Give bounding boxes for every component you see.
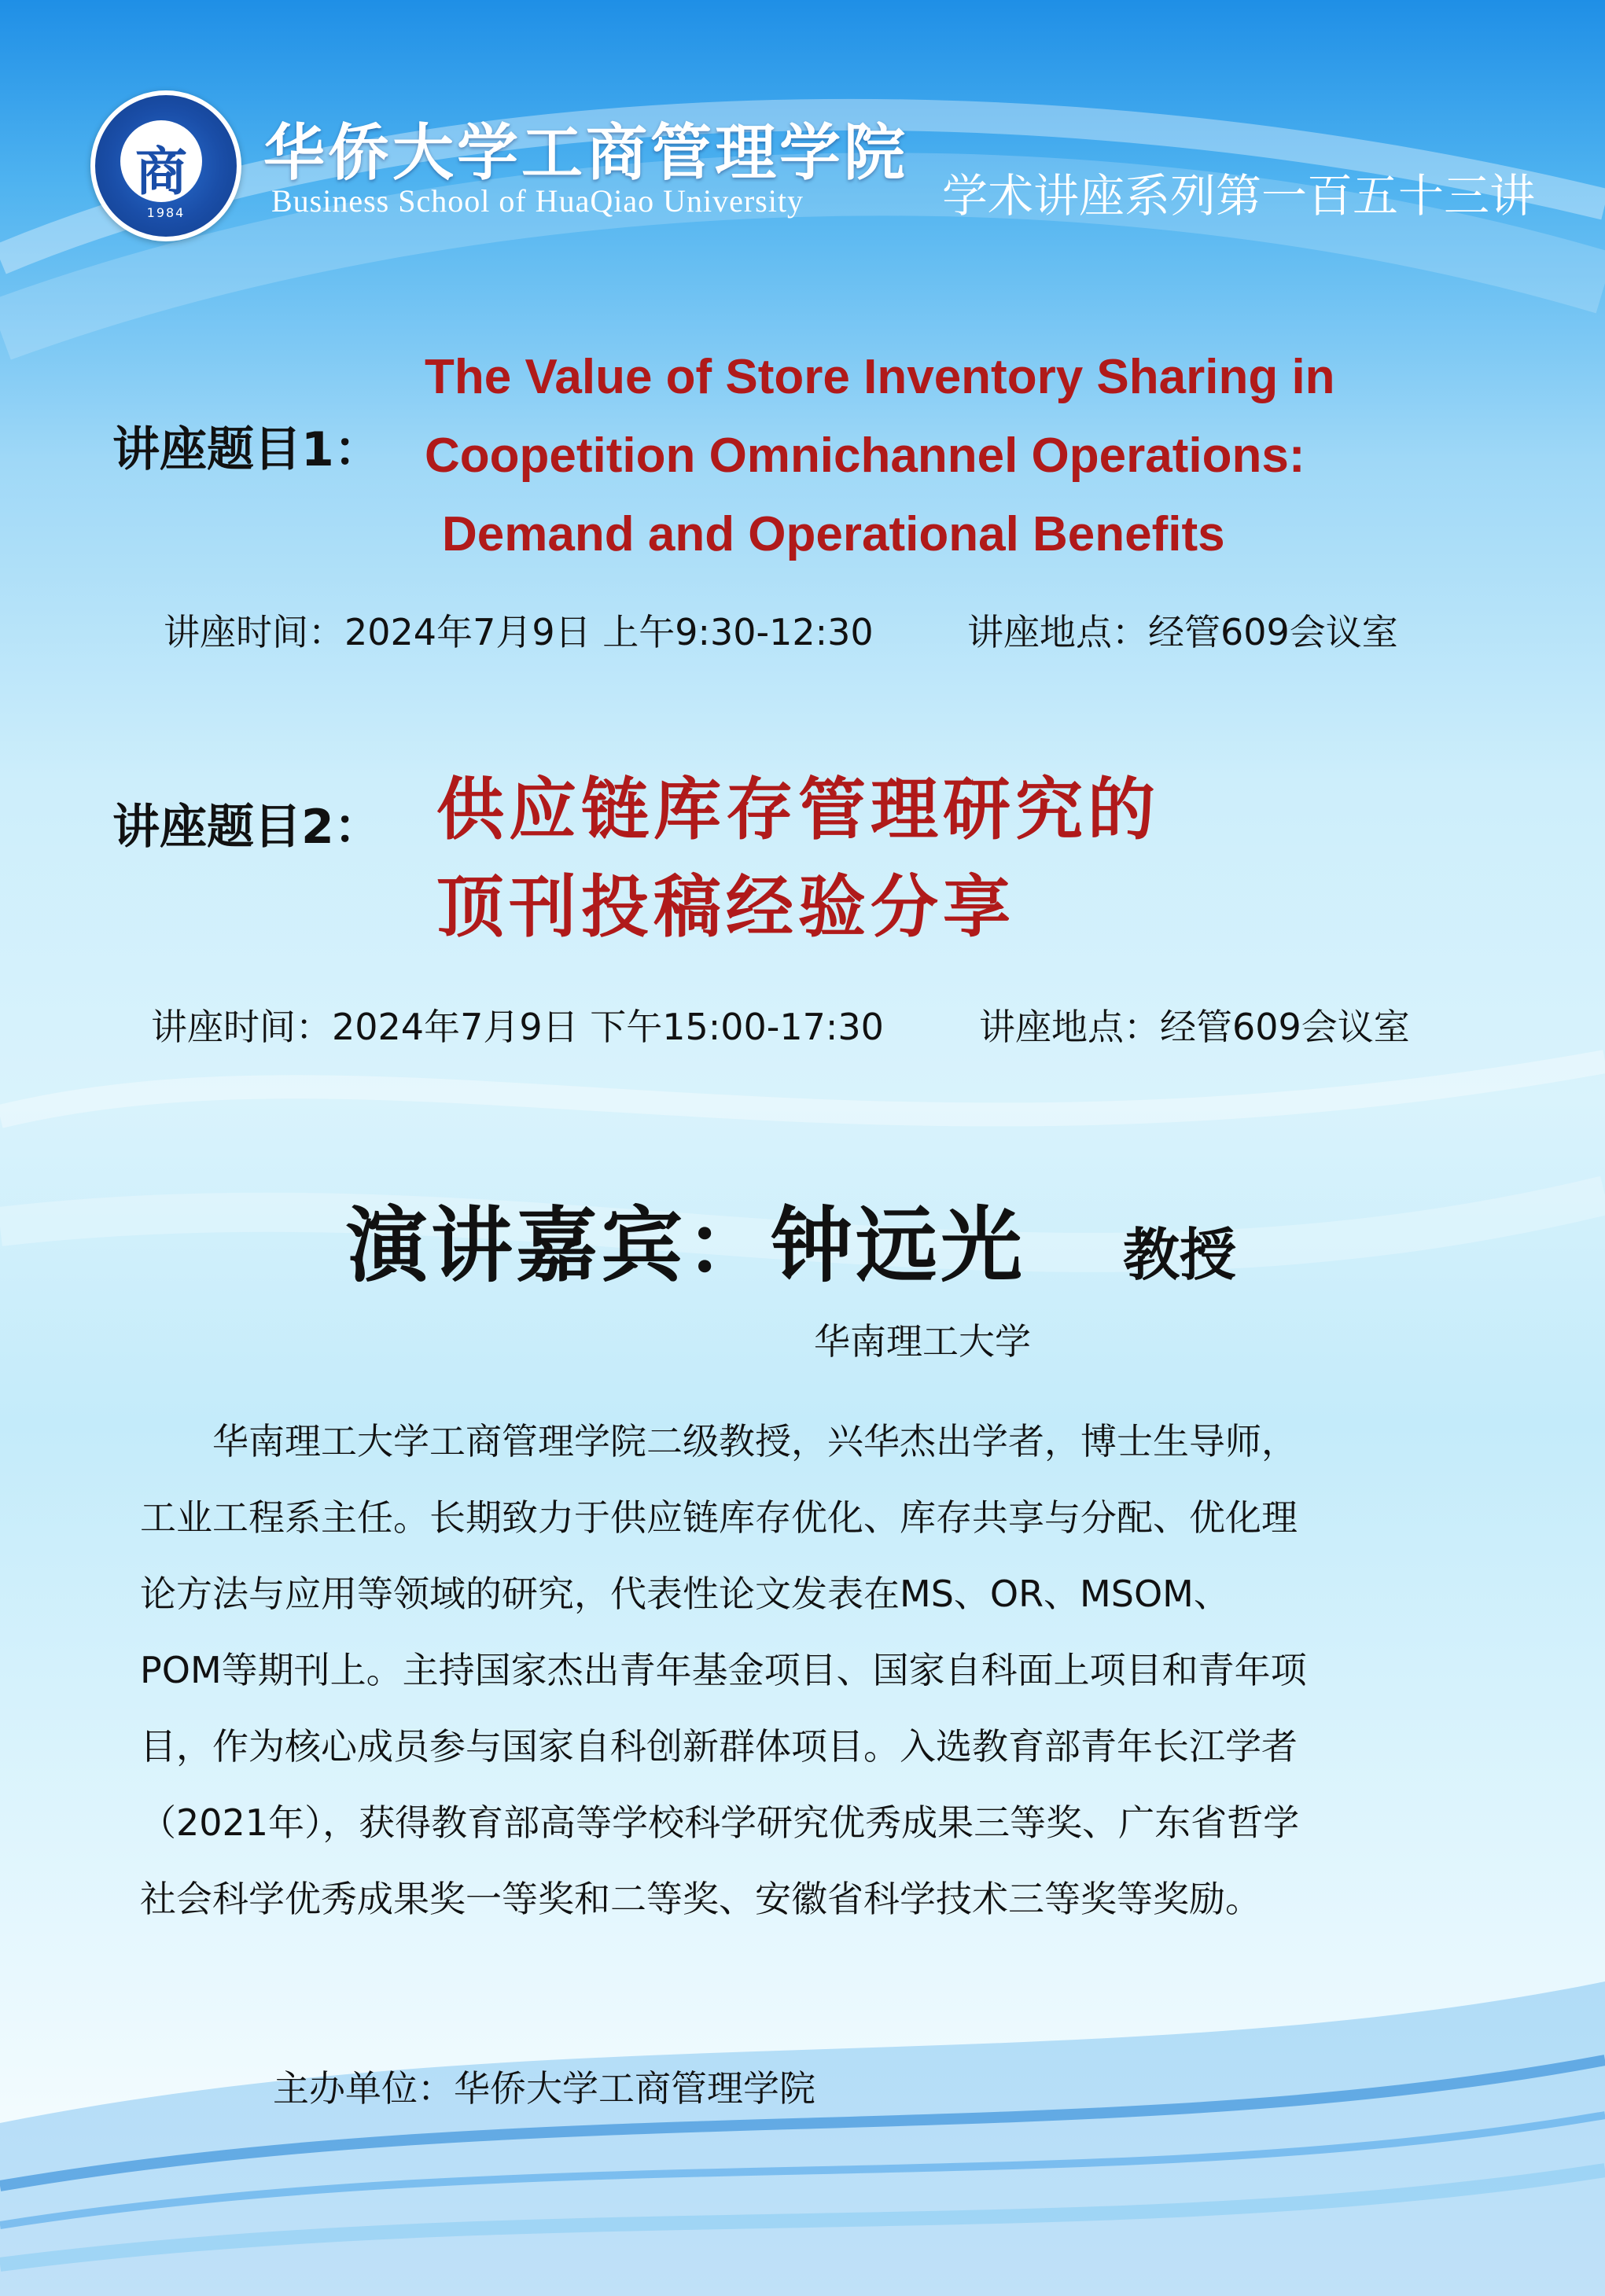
bio-line: 目，作为核心成员参与国家自科创新群体项目。入选教育部青年长江学者: [140, 1725, 1298, 1768]
lecture1-label: 讲座题目1：: [112, 422, 381, 477]
lecture1-place: 讲座地点：经管609会议室: [967, 611, 1398, 653]
lecture2-title: [436, 761, 1160, 956]
lecture2-label: 讲座题目2：: [112, 800, 381, 855]
lecture-series: 学术讲座系列第一百五十三讲: [942, 169, 1536, 223]
bio-line: （2021年），获得教育部高等学校科学研究优秀成果三等奖、广东省哲学: [140, 1801, 1300, 1844]
school-logo: [90, 90, 241, 241]
speaker-rank: 教授: [1123, 1222, 1237, 1288]
host-organizer: 主办单位：华侨大学工商管理学院: [273, 2067, 815, 2110]
logo-glyph: 商: [135, 142, 187, 202]
bio-line: 华南理工大学工商管理学院二级教授，兴华杰出学者，博士生导师，: [140, 1420, 1298, 1463]
speaker-affiliation: 华南理工大学: [814, 1320, 1031, 1363]
bio-line: 工业工程系主任。长期致力于供应链库存优化、库存共享与分配、优化理: [140, 1496, 1298, 1539]
lecture1-title-line: The Value of Store Inventory Sharing in: [425, 350, 1335, 404]
speaker-name: 演讲嘉宾：钟远光: [346, 1198, 1026, 1293]
logo-emblem: [120, 120, 202, 202]
bio-line: 论方法与应用等领域的研究，代表性论文发表在MS、OR、MSOM、: [140, 1573, 1230, 1615]
lecture1-title-line: Demand and Operational Benefits: [442, 507, 1225, 561]
lecture2-title-line: 顶刊投稿经验分享: [436, 868, 1015, 947]
school-name-en: Business School of HuaQiao University: [271, 183, 804, 219]
lecture1-title: [425, 338, 1526, 574]
bio-line: POM等期刊上。主持国家杰出青年基金项目、国家自科面上项目和青年项: [140, 1649, 1307, 1691]
school-name-cn: 华侨大学工商管理学院: [263, 117, 909, 189]
logo-year: 1984: [146, 205, 186, 220]
lecture2-place: 讲座地点：经管609会议室: [979, 1006, 1410, 1048]
bio-line: 社会科学优秀成果奖一等奖和二等奖、安徽省科学技术三等奖等奖励。: [140, 1878, 1261, 1920]
lecture2-time: 讲座时间：2024年7月9日 下午15:00-17:30: [151, 1006, 884, 1048]
lecture1-title-line: Coopetition Omnichannel Operations:: [425, 429, 1305, 483]
lecture2-title-line: 供应链库存管理研究的: [436, 771, 1160, 849]
speaker-bio: [140, 1404, 1477, 1937]
lecture1-time: 讲座时间：2024年7月9日 上午9:30-12:30: [164, 611, 874, 653]
